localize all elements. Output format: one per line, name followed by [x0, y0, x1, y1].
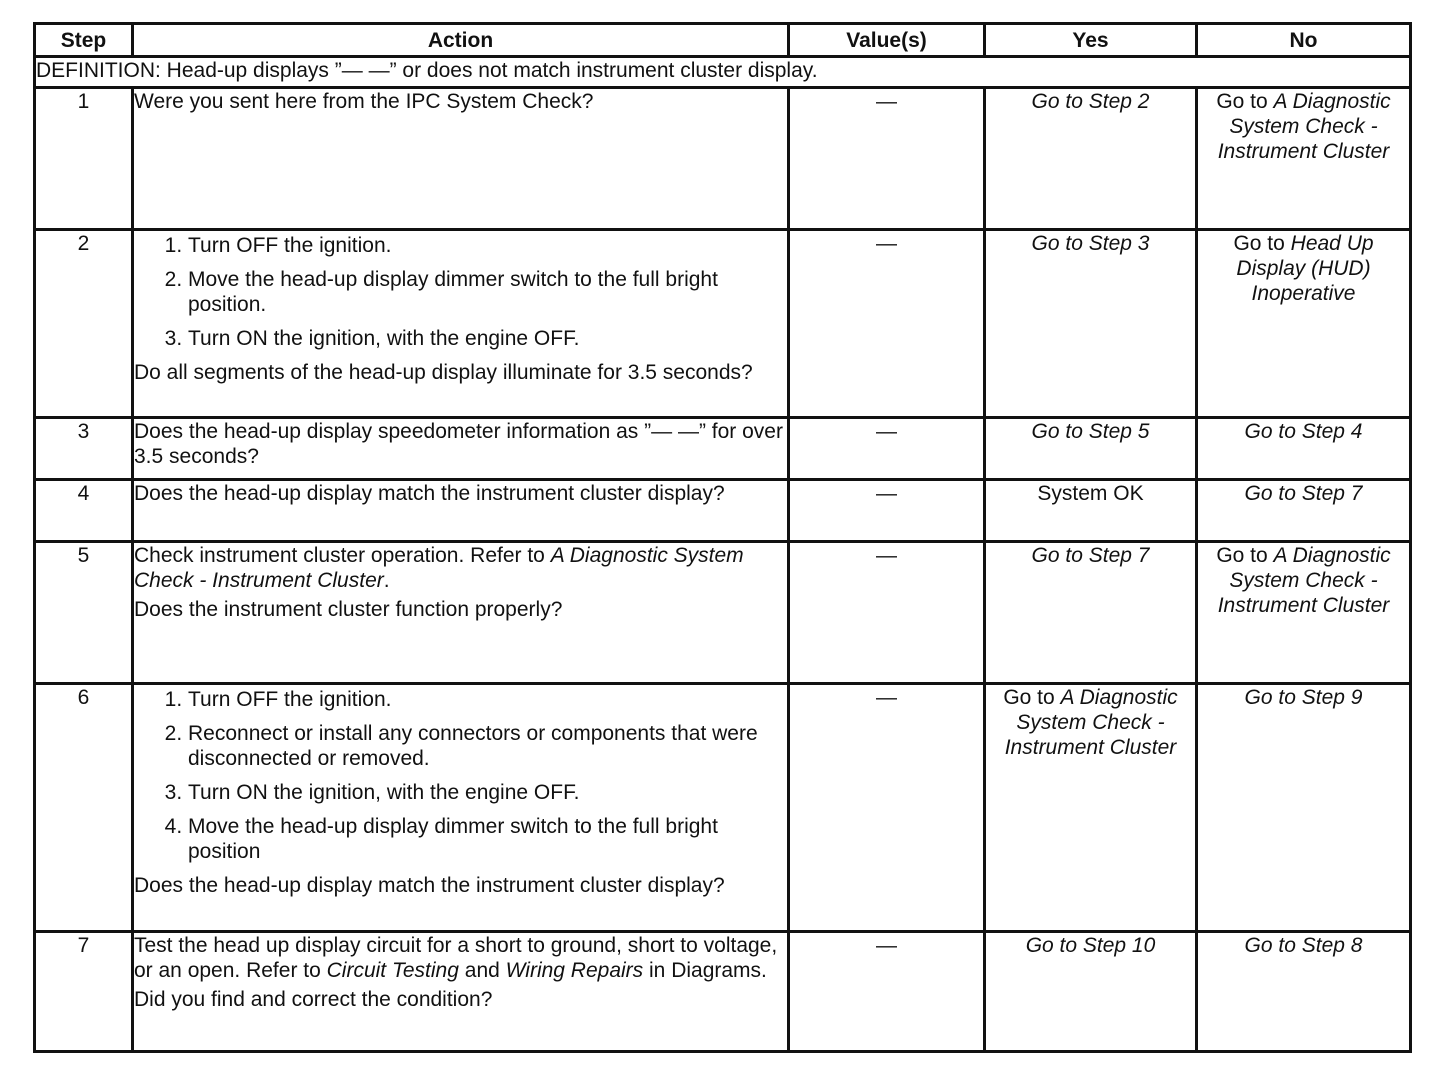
action-step-list — [134, 687, 787, 864]
no-cell: Go to Step 4 — [1197, 418, 1411, 480]
action-question: Does the head-up display match the instrument cluster display? — [134, 874, 725, 897]
value-cell: — — [789, 932, 985, 1052]
step-number: 7 — [35, 932, 133, 1052]
table-row — [35, 480, 1411, 542]
table-row — [35, 542, 1411, 684]
header-no: No — [1197, 24, 1411, 57]
table-row — [35, 88, 1411, 230]
table-row — [35, 418, 1411, 480]
no-cell: Go to Step 8 — [1197, 932, 1411, 1052]
yes-reference: A Diagnostic System Check - Instrument Cluster — [1004, 686, 1178, 759]
step-number: 2 — [35, 230, 133, 418]
action-question: Do all segments of the head-up display illuminate for 3.5 seconds? — [134, 361, 753, 384]
instruction-reference: Wiring Repairs — [505, 959, 644, 982]
table-row — [35, 230, 1411, 418]
header-values: Value(s) — [789, 24, 985, 57]
value-cell: — — [789, 542, 985, 684]
action-question: Does the head-up display match the instrument cluster display? — [134, 482, 725, 505]
value-cell: — — [789, 418, 985, 480]
action-question: Were you sent here from the IPC System Check? — [134, 90, 594, 113]
yes-cell: Go to Step 5 — [985, 418, 1197, 480]
instruction-end: . — [383, 569, 390, 592]
action-step: 2. Reconnect or install any connectors or components that were disconnected or removed. — [188, 721, 787, 771]
action-question: Did you find and correct the condition? — [134, 988, 493, 1011]
table-row — [35, 684, 1411, 932]
no-cell — [1197, 542, 1411, 684]
action-question: Does the head-up display speedometer information as ”— —” for over 3.5 seconds? — [134, 420, 783, 468]
action-cell — [133, 418, 789, 480]
value-cell: — — [789, 480, 985, 542]
no-cell: Go to Step 7 — [1197, 480, 1411, 542]
action-cell — [133, 230, 789, 418]
action-step: 3. Turn ON the ignition, with the engine OFF. — [188, 326, 787, 351]
action-question: Does the instrument cluster function properly? — [134, 598, 563, 621]
yes-cell: Go to Step 10 — [985, 932, 1197, 1052]
no-cell: Go to Step 9 — [1197, 684, 1411, 932]
no-text: Go to — [1216, 544, 1268, 567]
action-cell — [133, 88, 789, 230]
instruction-text: Check instrument cluster operation. Refer to — [134, 544, 545, 567]
instruction-end: in Diagrams. — [649, 959, 767, 982]
instruction-and: and — [464, 959, 500, 982]
diagnostic-table — [33, 22, 1412, 1053]
yes-cell: Go to Step 3 — [985, 230, 1197, 418]
step-number: 1 — [35, 88, 133, 230]
no-cell — [1197, 88, 1411, 230]
no-text: Go to — [1216, 90, 1268, 113]
definition-text: DEFINITION: Head-up displays ”— —” or does not match instrument cluster display. — [35, 57, 1411, 88]
action-step: 1. Turn OFF the ignition. — [188, 687, 787, 712]
yes-cell: Go to Step 2 — [985, 88, 1197, 230]
table-row — [35, 932, 1411, 1052]
no-cell — [1197, 230, 1411, 418]
header-yes: Yes — [985, 24, 1197, 57]
action-step: 2. Move the head-up display dimmer switch to the full bright position. — [188, 267, 787, 317]
yes-text: Go to — [1003, 686, 1055, 709]
action-cell — [133, 932, 789, 1052]
step-number: 3 — [35, 418, 133, 480]
action-step-list — [134, 233, 787, 351]
header-row — [35, 24, 1411, 57]
step-number: 4 — [35, 480, 133, 542]
instruction-reference: Circuit Testing — [326, 959, 459, 982]
header-step: Step — [35, 24, 133, 57]
step-number: 6 — [35, 684, 133, 932]
action-step: 4. Move the head-up display dimmer switch to the full bright position — [188, 814, 787, 864]
yes-cell: Go to Step 7 — [985, 542, 1197, 684]
action-instruction — [134, 543, 787, 593]
value-cell: — — [789, 230, 985, 418]
no-reference: Head Up Display (HUD) Inoperative — [1236, 232, 1374, 305]
action-cell — [133, 684, 789, 932]
action-instruction — [134, 933, 787, 983]
instruction-reference: A Diagnostic System Check - Instrument Cluster — [134, 544, 744, 592]
action-step: 3. Turn ON the ignition, with the engine OFF. — [188, 780, 787, 805]
action-step: 1. Turn OFF the ignition. — [188, 233, 787, 258]
action-cell — [133, 480, 789, 542]
instruction-text: Test the head up display circuit for a short to ground, short to voltage, or an open. Refer to — [134, 934, 778, 982]
value-cell: — — [789, 88, 985, 230]
no-reference: A Diagnostic System Check - Instrument Cluster — [1217, 544, 1391, 617]
action-cell — [133, 542, 789, 684]
no-text: Go to — [1233, 232, 1285, 255]
yes-cell — [985, 684, 1197, 932]
definition-row — [35, 57, 1411, 88]
step-number: 5 — [35, 542, 133, 684]
header-action: Action — [133, 24, 789, 57]
no-reference: A Diagnostic System Check - Instrument Cluster — [1217, 90, 1391, 163]
value-cell: — — [789, 684, 985, 932]
yes-cell: System OK — [985, 480, 1197, 542]
